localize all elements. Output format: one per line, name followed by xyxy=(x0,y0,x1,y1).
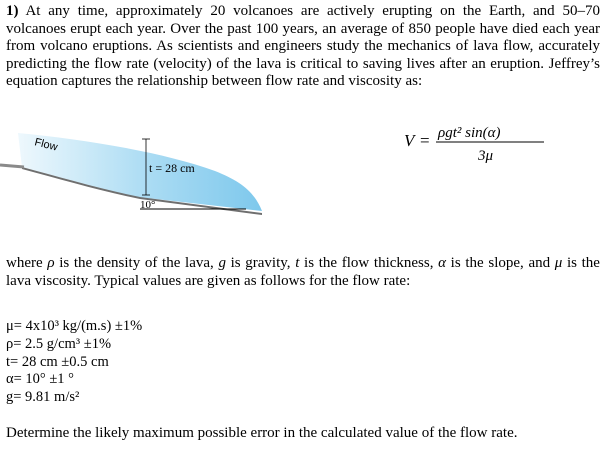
equation-numerator: ρgt² sin(α) xyxy=(438,125,501,141)
typical-values-list xyxy=(6,318,142,407)
variable-definitions xyxy=(6,255,600,290)
value-g: g= 9.81 m/s² xyxy=(6,389,80,406)
jeffreys-equation xyxy=(402,122,552,172)
var-rho: ρ xyxy=(47,255,55,271)
where-text: is the flow thickness, xyxy=(299,255,439,271)
intro-text: At any time, approximately 20 volcanoes are actively erupting on the Earth, and 50–70 volcanoes erupt each year. Over the past 100 years, an average of 850 people have died each year from volcano eruptions. As scientists and engineers study the mechanics of lava flow, accurately predicting the flow rate (velocity) of the lava is critical to saving lives after an eruption. Jeffrey’s equation captures the relationship between flow rate and viscosity as: xyxy=(6,3,600,90)
where-text: is gravity, xyxy=(225,255,296,271)
value-alpha: α= 10° ±1 ° xyxy=(6,371,74,388)
value-rho: ρ= 2.5 g/cm³ ±1% xyxy=(6,335,112,352)
question-text: Determine the likely maximum possible error in the calculated value of the flow rate. xyxy=(6,425,518,441)
value-mu: μ= 4x10³ kg/(m.s) ±1% xyxy=(6,318,143,334)
var-g: g xyxy=(218,255,226,271)
equation-lhs: V xyxy=(404,131,415,150)
equation-equals: = xyxy=(420,131,430,150)
var-mu: μ xyxy=(554,255,563,271)
value-t: t= 28 cm ±0.5 cm xyxy=(6,353,109,370)
var-t: t xyxy=(295,255,300,271)
where-text: is the lava viscosity. Typical values are given as follows for the flow rate: xyxy=(6,255,600,289)
problem-number: 1) xyxy=(6,3,19,19)
lava-flow-diagram xyxy=(0,125,300,225)
equation-denominator: 3μ xyxy=(478,148,494,164)
thickness-label: t = 28 cm xyxy=(149,161,195,175)
problem-intro xyxy=(6,3,600,91)
flow-label: Flow xyxy=(33,136,59,154)
angle-label: 10° xyxy=(140,199,156,211)
where-text: is the density of the lava, xyxy=(54,255,219,271)
var-alpha: α xyxy=(438,255,447,271)
where-text: where xyxy=(6,255,48,271)
where-text: is the slope, and xyxy=(446,255,555,271)
